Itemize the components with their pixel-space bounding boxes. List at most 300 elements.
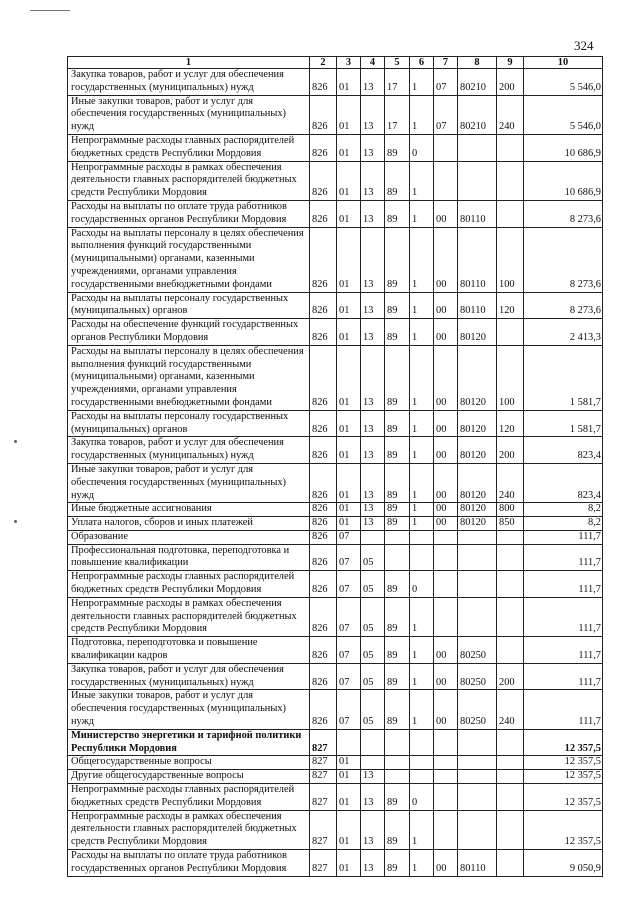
amount-cell: 8 273,6: [524, 200, 603, 227]
program-code-cell: 89: [385, 517, 410, 531]
section-code-cell: 01: [337, 503, 361, 517]
table-row: [68, 134, 603, 161]
expense-name-cell: Расходы на выплаты персоналу государственных (муниципальных) органов: [68, 410, 310, 437]
expense-type-code-cell: 240: [497, 690, 524, 729]
section-code-cell: 07: [337, 571, 361, 598]
expense-name-cell: Непрограммные расходы в рамках обеспечения деятельности главных распорядителей бюджетных средств Республики Мордовия: [68, 810, 310, 849]
expense-name-cell: Иные бюджетные ассигнования: [68, 503, 310, 517]
subsection-code-cell: 13: [361, 850, 385, 877]
subprogram-code-cell: 0: [410, 134, 434, 161]
direction-code-cell: [458, 756, 497, 770]
column-number: 8: [458, 57, 497, 69]
program-code-cell: 89: [385, 571, 410, 598]
ministry-code-cell: 826: [310, 544, 337, 571]
direction-code-cell: [458, 770, 497, 784]
program-code-cell: [385, 544, 410, 571]
table-row: [68, 437, 603, 464]
subprogram-code-cell: 1: [410, 503, 434, 517]
event-code-cell: 00: [434, 200, 458, 227]
event-code-cell: 00: [434, 292, 458, 319]
event-code-cell: 00: [434, 345, 458, 410]
expense-name-cell: Непрограммные расходы в рамках обеспечения деятельности главных распорядителей бюджетных средств Республики Мордовия: [68, 597, 310, 636]
subsection-code-cell: 13: [361, 410, 385, 437]
expense-type-code-cell: [497, 770, 524, 784]
direction-code-cell: [458, 810, 497, 849]
section-code-cell: 07: [337, 690, 361, 729]
program-code-cell: 17: [385, 95, 410, 134]
ministry-code-cell: 826: [310, 517, 337, 531]
amount-cell: 5 546,0: [524, 69, 603, 96]
program-code-cell: [385, 729, 410, 756]
direction-code-cell: 80120: [458, 503, 497, 517]
section-code-cell: 01: [337, 437, 361, 464]
direction-code-cell: 80110: [458, 227, 497, 292]
expense-type-code-cell: 100: [497, 345, 524, 410]
section-code-cell: 01: [337, 95, 361, 134]
ministry-code-cell: 826: [310, 227, 337, 292]
table-row: [68, 463, 603, 502]
program-code-cell: 89: [385, 810, 410, 849]
subprogram-code-cell: 1: [410, 810, 434, 849]
table-row: [68, 319, 603, 346]
subprogram-code-cell: 0: [410, 571, 434, 598]
event-code-cell: [434, 729, 458, 756]
program-code-cell: 89: [385, 319, 410, 346]
table-row: [68, 410, 603, 437]
program-code-cell: 89: [385, 463, 410, 502]
section-code-cell: 07: [337, 544, 361, 571]
program-code-cell: 89: [385, 292, 410, 319]
ministry-code-cell: 826: [310, 463, 337, 502]
amount-cell: 5 546,0: [524, 95, 603, 134]
table-row: [68, 597, 603, 636]
direction-code-cell: 80210: [458, 69, 497, 96]
amount-cell: 8,2: [524, 503, 603, 517]
scan-edge-mark: [30, 10, 70, 11]
event-code-cell: 00: [434, 663, 458, 690]
event-code-cell: [434, 756, 458, 770]
expense-type-code-cell: [497, 571, 524, 598]
subsection-code-cell: 13: [361, 503, 385, 517]
expense-name-cell: Уплата налогов, сборов и иных платежей: [68, 517, 310, 531]
column-number: 1: [68, 57, 310, 69]
direction-code-cell: [458, 134, 497, 161]
expense-type-code-cell: 240: [497, 463, 524, 502]
direction-code-cell: 80250: [458, 663, 497, 690]
section-code-cell: [337, 729, 361, 756]
column-number: 2: [310, 57, 337, 69]
table-row: [68, 69, 603, 96]
event-code-cell: 00: [434, 437, 458, 464]
program-code-cell: 89: [385, 850, 410, 877]
table-row: [68, 571, 603, 598]
program-code-cell: 89: [385, 227, 410, 292]
program-code-cell: [385, 770, 410, 784]
amount-cell: 111,7: [524, 571, 603, 598]
expense-name-cell: Непрограммные расходы главных распорядителей бюджетных средств Республики Мордовия: [68, 784, 310, 811]
ministry-code-cell: 826: [310, 437, 337, 464]
table-row: [68, 292, 603, 319]
section-code-cell: 01: [337, 850, 361, 877]
section-code-cell: 01: [337, 517, 361, 531]
expense-type-code-cell: [497, 637, 524, 664]
direction-code-cell: 80120: [458, 319, 497, 346]
subsection-code-cell: 13: [361, 134, 385, 161]
section-code-cell: 01: [337, 292, 361, 319]
page-number: 324: [574, 38, 594, 53]
direction-code-cell: 80250: [458, 637, 497, 664]
expense-name-cell: Закупка товаров, работ и услуг для обеспечения государственных (муниципальных) нужд: [68, 663, 310, 690]
amount-cell: 111,7: [524, 637, 603, 664]
section-code-cell: 01: [337, 319, 361, 346]
section-code-cell: 07: [337, 663, 361, 690]
expense-name-cell: Закупка товаров, работ и услуг для обеспечения государственных (муниципальных) нужд: [68, 69, 310, 96]
column-number: 4: [361, 57, 385, 69]
scan-speck: [14, 520, 17, 523]
expense-type-code-cell: 850: [497, 517, 524, 531]
event-code-cell: [434, 571, 458, 598]
expense-type-code-cell: [497, 161, 524, 200]
amount-cell: 8 273,6: [524, 292, 603, 319]
expense-type-code-cell: 120: [497, 410, 524, 437]
amount-cell: 12 357,5: [524, 784, 603, 811]
amount-cell: 111,7: [524, 663, 603, 690]
subprogram-code-cell: [410, 729, 434, 756]
subsection-code-cell: 05: [361, 637, 385, 664]
subsection-code-cell: 13: [361, 69, 385, 96]
direction-code-cell: [458, 571, 497, 598]
amount-cell: 1 581,7: [524, 345, 603, 410]
event-code-cell: [434, 161, 458, 200]
subsection-code-cell: 05: [361, 544, 385, 571]
subsection-code-cell: 13: [361, 345, 385, 410]
program-code-cell: [385, 756, 410, 770]
subprogram-code-cell: 1: [410, 690, 434, 729]
program-code-cell: 89: [385, 663, 410, 690]
expense-name-cell: Закупка товаров, работ и услуг для обеспечения государственных (муниципальных) нужд: [68, 437, 310, 464]
amount-cell: 8 273,6: [524, 227, 603, 292]
direction-code-cell: [458, 597, 497, 636]
expense-type-code-cell: [497, 597, 524, 636]
ministry-code-cell: 826: [310, 571, 337, 598]
direction-code-cell: 80110: [458, 850, 497, 877]
table-row: [68, 345, 603, 410]
ministry-code-cell: 827: [310, 770, 337, 784]
amount-cell: 12 357,5: [524, 729, 603, 756]
expense-type-code-cell: [497, 134, 524, 161]
expense-name-cell: Расходы на выплаты по оплате труда работников государственных органов Республики Мордовия: [68, 200, 310, 227]
table-row: [68, 729, 603, 756]
subprogram-code-cell: 1: [410, 637, 434, 664]
amount-cell: 111,7: [524, 597, 603, 636]
expense-name-cell: Подготовка, переподготовка и повышение квалификации кадров: [68, 637, 310, 664]
subsection-code-cell: 05: [361, 597, 385, 636]
section-code-cell: 07: [337, 530, 361, 544]
expense-type-code-cell: [497, 319, 524, 346]
amount-cell: 8,2: [524, 517, 603, 531]
program-code-cell: 89: [385, 784, 410, 811]
expense-type-code-cell: [497, 530, 524, 544]
table-row: [68, 161, 603, 200]
event-code-cell: 00: [434, 503, 458, 517]
budget-table: [67, 56, 603, 877]
expense-type-code-cell: [497, 544, 524, 571]
expense-name-cell: Общегосударственные вопросы: [68, 756, 310, 770]
program-code-cell: 89: [385, 200, 410, 227]
subsection-code-cell: 13: [361, 227, 385, 292]
program-code-cell: 89: [385, 690, 410, 729]
event-code-cell: [434, 544, 458, 571]
direction-code-cell: [458, 544, 497, 571]
subprogram-code-cell: 1: [410, 850, 434, 877]
program-code-cell: 89: [385, 597, 410, 636]
subsection-code-cell: 05: [361, 690, 385, 729]
expense-name-cell: Расходы на обеспечение функций государственных органов Республики Мордовия: [68, 319, 310, 346]
subsection-code-cell: 13: [361, 437, 385, 464]
program-code-cell: 89: [385, 134, 410, 161]
table-row: [68, 227, 603, 292]
section-code-cell: 01: [337, 345, 361, 410]
subsection-code-cell: [361, 729, 385, 756]
section-code-cell: 01: [337, 134, 361, 161]
expense-name-cell: Иные закупки товаров, работ и услуг для обеспечения государственных (муниципальных) нужд: [68, 95, 310, 134]
table-row: [68, 810, 603, 849]
amount-cell: 2 413,3: [524, 319, 603, 346]
event-code-cell: 00: [434, 850, 458, 877]
event-code-cell: [434, 810, 458, 849]
column-number: 9: [497, 57, 524, 69]
section-code-cell: 01: [337, 410, 361, 437]
subprogram-code-cell: 1: [410, 663, 434, 690]
section-code-cell: 01: [337, 227, 361, 292]
ministry-code-cell: 826: [310, 161, 337, 200]
ministry-code-cell: 827: [310, 850, 337, 877]
direction-code-cell: [458, 530, 497, 544]
subsection-code-cell: [361, 756, 385, 770]
subsection-code-cell: 13: [361, 161, 385, 200]
column-number: 5: [385, 57, 410, 69]
section-code-cell: 01: [337, 69, 361, 96]
expense-name-cell: Образование: [68, 530, 310, 544]
event-code-cell: 00: [434, 410, 458, 437]
direction-code-cell: [458, 729, 497, 756]
subsection-code-cell: 13: [361, 517, 385, 531]
subprogram-code-cell: 1: [410, 410, 434, 437]
amount-cell: 111,7: [524, 690, 603, 729]
direction-code-cell: 80120: [458, 345, 497, 410]
amount-cell: 12 357,5: [524, 770, 603, 784]
expense-name-cell: Иные закупки товаров, работ и услуг для обеспечения государственных (муниципальных) нужд: [68, 463, 310, 502]
expense-name-cell: Расходы на выплаты персоналу государственных (муниципальных) органов: [68, 292, 310, 319]
table-row: [68, 690, 603, 729]
expense-type-code-cell: [497, 200, 524, 227]
direction-code-cell: 80120: [458, 517, 497, 531]
direction-code-cell: 80120: [458, 410, 497, 437]
direction-code-cell: 80120: [458, 463, 497, 502]
subprogram-code-cell: 1: [410, 69, 434, 96]
column-number: 10: [524, 57, 603, 69]
expense-type-code-cell: 100: [497, 227, 524, 292]
event-code-cell: 00: [434, 637, 458, 664]
expense-type-code-cell: [497, 729, 524, 756]
amount-cell: 10 686,9: [524, 161, 603, 200]
section-code-cell: 01: [337, 161, 361, 200]
amount-cell: 823,4: [524, 437, 603, 464]
ministry-code-cell: 826: [310, 637, 337, 664]
expense-name-cell: Министерство энергетики и тарифной политики Республики Мордовия: [68, 729, 310, 756]
ministry-code-cell: 826: [310, 410, 337, 437]
section-code-cell: 01: [337, 200, 361, 227]
column-number: 7: [434, 57, 458, 69]
direction-code-cell: 80120: [458, 437, 497, 464]
table-row: [68, 663, 603, 690]
expense-type-code-cell: [497, 784, 524, 811]
event-code-cell: [434, 784, 458, 811]
program-code-cell: 89: [385, 410, 410, 437]
ministry-code-cell: 827: [310, 729, 337, 756]
subsection-code-cell: 13: [361, 200, 385, 227]
expense-name-cell: Непрограммные расходы главных распорядителей бюджетных средств Республики Мордовия: [68, 571, 310, 598]
event-code-cell: 07: [434, 69, 458, 96]
ministry-code-cell: 827: [310, 756, 337, 770]
direction-code-cell: [458, 784, 497, 811]
section-code-cell: 01: [337, 770, 361, 784]
expense-name-cell: Расходы на выплаты персоналу в целях обеспечения выполнения функций государственными (муниципальными) органами, казенными учреждениями, органами управления государственными внебюджетными фондами: [68, 345, 310, 410]
subprogram-code-cell: [410, 544, 434, 571]
program-code-cell: 89: [385, 637, 410, 664]
subsection-code-cell: 13: [361, 770, 385, 784]
ministry-code-cell: 826: [310, 503, 337, 517]
subsection-code-cell: 13: [361, 784, 385, 811]
table-row: [68, 503, 603, 517]
subsection-code-cell: [361, 530, 385, 544]
ministry-code-cell: 826: [310, 663, 337, 690]
scan-speck: [14, 440, 17, 443]
column-number: 6: [410, 57, 434, 69]
event-code-cell: 00: [434, 690, 458, 729]
table-row: [68, 770, 603, 784]
subprogram-code-cell: 1: [410, 161, 434, 200]
ministry-code-cell: 826: [310, 530, 337, 544]
table-row: [68, 517, 603, 531]
direction-code-cell: [458, 161, 497, 200]
amount-cell: 12 357,5: [524, 756, 603, 770]
event-code-cell: 00: [434, 319, 458, 346]
program-code-cell: 89: [385, 503, 410, 517]
subprogram-code-cell: 1: [410, 463, 434, 502]
table-row: [68, 200, 603, 227]
subprogram-code-cell: 1: [410, 95, 434, 134]
amount-cell: 111,7: [524, 544, 603, 571]
event-code-cell: [434, 597, 458, 636]
subsection-code-cell: 13: [361, 319, 385, 346]
subprogram-code-cell: 1: [410, 292, 434, 319]
subsection-code-cell: 05: [361, 571, 385, 598]
expense-type-code-cell: 120: [497, 292, 524, 319]
amount-cell: 12 357,5: [524, 810, 603, 849]
subsection-code-cell: 13: [361, 810, 385, 849]
ministry-code-cell: 826: [310, 200, 337, 227]
table-row: [68, 95, 603, 134]
expense-type-code-cell: 200: [497, 663, 524, 690]
section-code-cell: 01: [337, 784, 361, 811]
expense-name-cell: Расходы на выплаты по оплате труда работников государственных органов Республики Мордовия: [68, 850, 310, 877]
section-code-cell: 01: [337, 756, 361, 770]
section-code-cell: 07: [337, 597, 361, 636]
subprogram-code-cell: 1: [410, 597, 434, 636]
event-code-cell: [434, 530, 458, 544]
table-row: [68, 544, 603, 571]
ministry-code-cell: 826: [310, 345, 337, 410]
table-row: [68, 756, 603, 770]
column-number-row: [68, 57, 603, 69]
table-row: [68, 530, 603, 544]
expense-name-cell: Расходы на выплаты персоналу в целях обеспечения выполнения функций государственными (муниципальными) органами, казенными учреждениями, органами управления государственными внебюджетными фондами: [68, 227, 310, 292]
event-code-cell: 07: [434, 95, 458, 134]
expense-type-code-cell: [497, 756, 524, 770]
column-number: 3: [337, 57, 361, 69]
subprogram-code-cell: 0: [410, 784, 434, 811]
event-code-cell: [434, 770, 458, 784]
expense-name-cell: Профессиональная подготовка, переподготовка и повышение квалификации: [68, 544, 310, 571]
ministry-code-cell: 826: [310, 597, 337, 636]
section-code-cell: 01: [337, 463, 361, 502]
subprogram-code-cell: [410, 770, 434, 784]
expense-type-code-cell: [497, 810, 524, 849]
event-code-cell: [434, 134, 458, 161]
subprogram-code-cell: [410, 530, 434, 544]
subsection-code-cell: 13: [361, 292, 385, 319]
subprogram-code-cell: 1: [410, 227, 434, 292]
program-code-cell: [385, 530, 410, 544]
subprogram-code-cell: 1: [410, 437, 434, 464]
expense-type-code-cell: 200: [497, 69, 524, 96]
subprogram-code-cell: 1: [410, 200, 434, 227]
program-code-cell: 89: [385, 161, 410, 200]
table-row: [68, 850, 603, 877]
ministry-code-cell: 826: [310, 134, 337, 161]
subprogram-code-cell: 1: [410, 517, 434, 531]
amount-cell: 1 581,7: [524, 410, 603, 437]
program-code-cell: 89: [385, 437, 410, 464]
program-code-cell: 17: [385, 69, 410, 96]
amount-cell: 111,7: [524, 530, 603, 544]
direction-code-cell: 80210: [458, 95, 497, 134]
table-row: [68, 637, 603, 664]
ministry-code-cell: 826: [310, 292, 337, 319]
subsection-code-cell: 05: [361, 663, 385, 690]
expense-name-cell: Иные закупки товаров, работ и услуг для обеспечения государственных (муниципальных) нужд: [68, 690, 310, 729]
ministry-code-cell: 826: [310, 69, 337, 96]
expense-type-code-cell: 800: [497, 503, 524, 517]
expense-type-code-cell: 240: [497, 95, 524, 134]
subprogram-code-cell: [410, 756, 434, 770]
subprogram-code-cell: 1: [410, 345, 434, 410]
event-code-cell: 00: [434, 227, 458, 292]
direction-code-cell: 80250: [458, 690, 497, 729]
expense-type-code-cell: 200: [497, 437, 524, 464]
direction-code-cell: 80110: [458, 200, 497, 227]
expense-name-cell: Другие общегосударственные вопросы: [68, 770, 310, 784]
program-code-cell: 89: [385, 345, 410, 410]
table-row: [68, 784, 603, 811]
expense-name-cell: Непрограммные расходы главных распорядителей бюджетных средств Республики Мордовия: [68, 134, 310, 161]
ministry-code-cell: 827: [310, 784, 337, 811]
amount-cell: 823,4: [524, 463, 603, 502]
section-code-cell: 07: [337, 637, 361, 664]
ministry-code-cell: 826: [310, 319, 337, 346]
amount-cell: 10 686,9: [524, 134, 603, 161]
